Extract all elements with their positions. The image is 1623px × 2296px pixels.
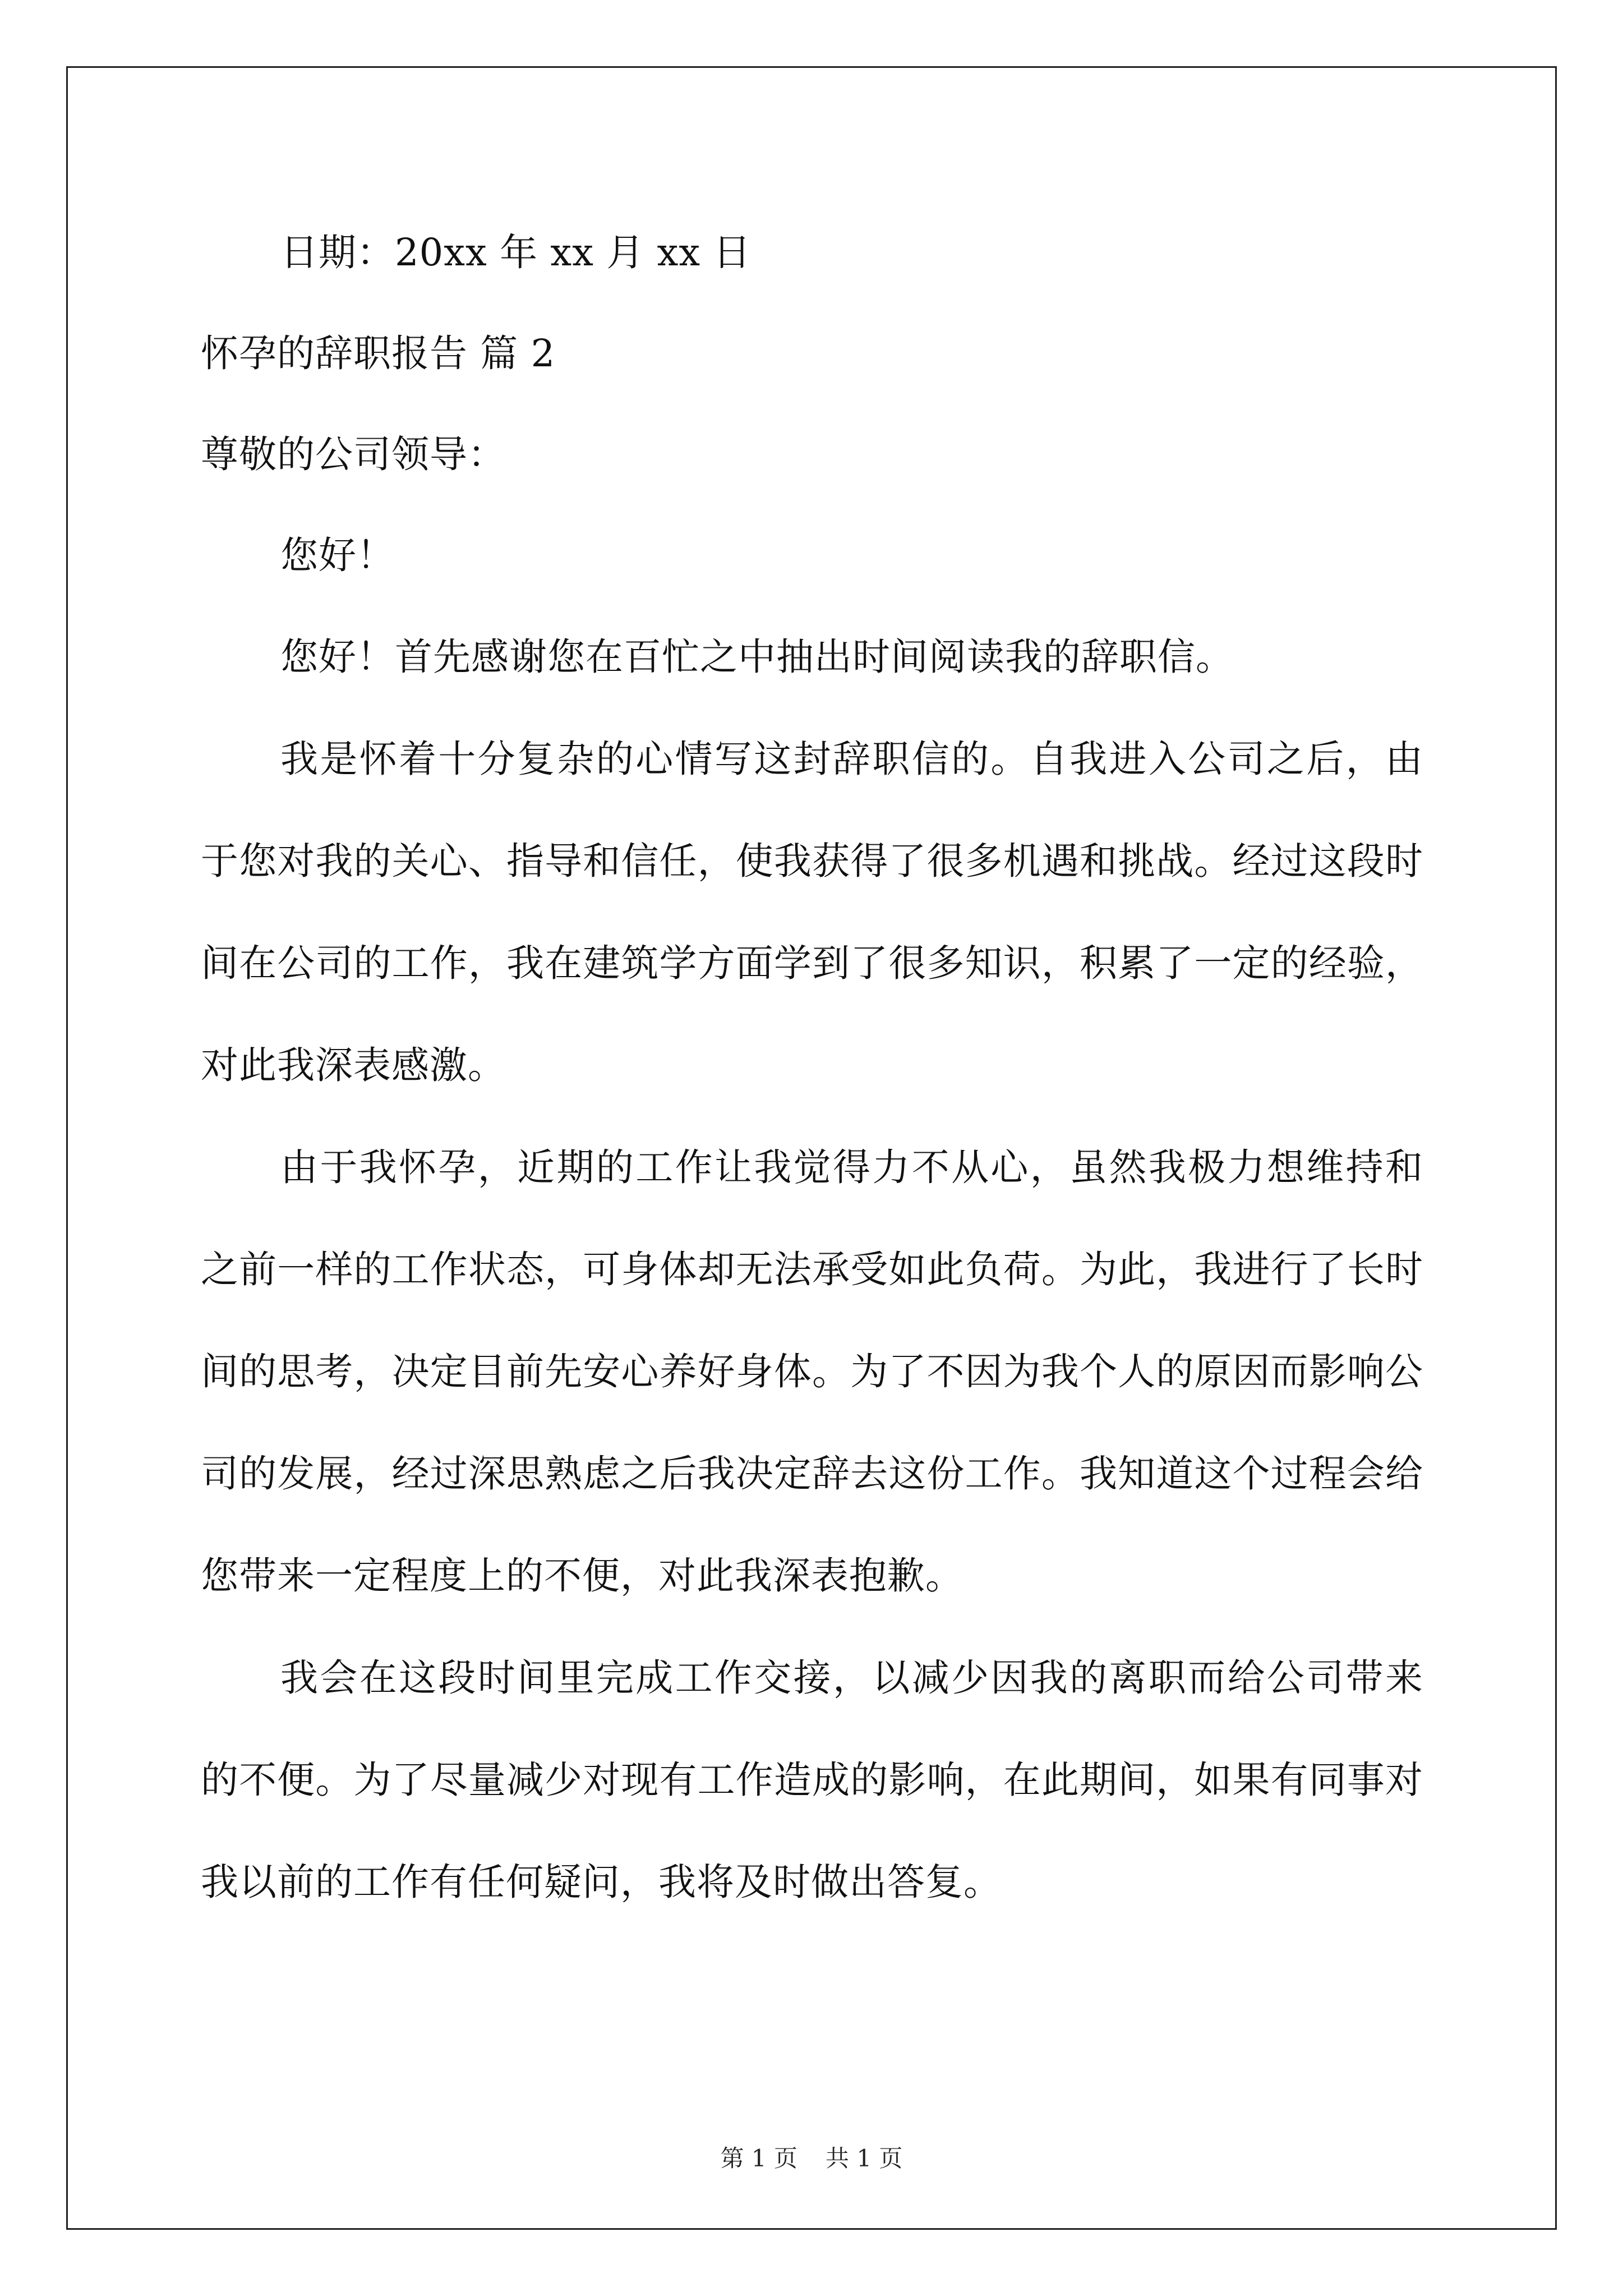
- page-footer: [0, 2142, 1623, 2175]
- paragraph: 我会在这段时间里完成工作交接，以减少因我的离职而给公司带来的不便。为了尽量减少对现有工作造成的影响，在此期间，如果有同事对我以前的工作有任何疑问，我将及时做出答复。: [201, 1656, 1423, 1904]
- salutation: 尊敬的公司领导：: [201, 432, 506, 476]
- page-number: 第 1 页: [720, 2145, 797, 2172]
- paragraph: 我是怀着十分复杂的心情写这封辞职信的。自我进入公司之后，由于您对我的关心、指导和信任，使我获得了很多机遇和挑战。经过这段时间在公司的工作，我在建筑学方面学到了很多知识，积累了一定的经验，对此我深表感激。: [201, 737, 1423, 1087]
- paragraph: 由于我怀孕，近期的工作让我觉得力不从心，虽然我极力想维持和之前一样的工作状态，可身体却无法承受如此负荷。为此，我进行了长时间的思考，决定目前先安心养好身体。为了不因为我个人的原因而影响公司的发展，经过深思熟虑之后我决定辞去这份工作。我知道这个过程会给您带来一定程度上的不便，对此我深表抱歉。: [201, 1145, 1423, 1598]
- section-title: 怀孕的辞职报告 篇 2: [201, 332, 556, 375]
- paragraph: 您好！首先感谢您在百忙之中抽出时间阅读我的辞职信。: [280, 635, 1234, 679]
- document-body: [201, 202, 1423, 1933]
- greeting: 您好！: [280, 533, 395, 577]
- page-total: 共 1 页: [826, 2145, 903, 2172]
- date-line: 日期：20xx 年 xx 月 xx 日: [280, 231, 751, 274]
